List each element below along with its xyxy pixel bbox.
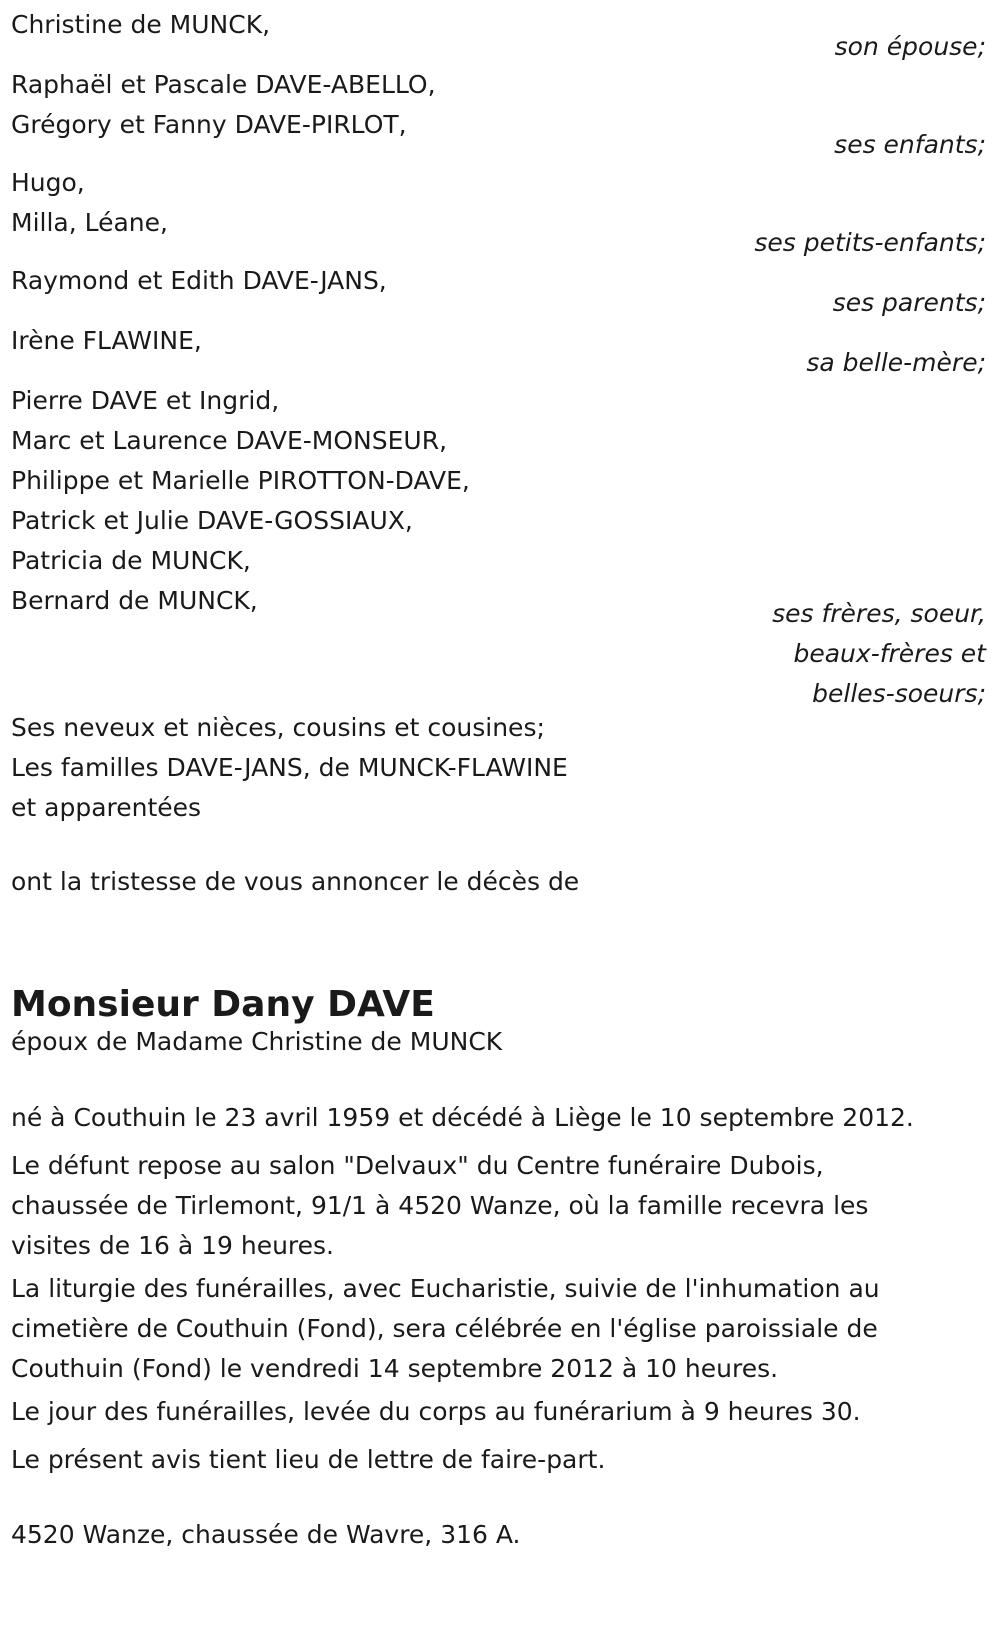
family-name-line: Marc et Laurence DAVE-MONSEUR, xyxy=(11,426,448,455)
extended-family-line: Ses neveux et nièces, cousins et cousines; xyxy=(11,713,545,742)
extended-family-line: et apparentées xyxy=(11,793,202,822)
birth-death-line: né à Couthuin le 23 avril 1959 et décédé à Liège le 10 septembre 2012. xyxy=(11,1103,914,1132)
family-name-line: Pierre DAVE et Ingrid, xyxy=(11,386,280,415)
family-name-line: Patricia de MUNCK, xyxy=(11,546,251,575)
family-name-line: Patrick et Julie DAVE-GOSSIAUX, xyxy=(11,506,413,535)
relation-label-mother-in-law: sa belle-mère; xyxy=(806,348,986,377)
family-name-line: Irène FLAWINE, xyxy=(11,326,202,355)
liturgy-paragraph: La liturgie des funérailles, avec Eucharistie, suivie de l'inhumation au cimetière de Couthuin (Fond), sera célébrée en l'église paroissiale de Couthuin (Fond) le vendredi 14 septembre 2012 à 10 heures. xyxy=(11,1274,880,1383)
relation-label-siblings: ses frères, soeur, beaux-frères et belles-soeurs; xyxy=(772,599,986,708)
spouse-line: époux de Madame Christine de MUNCK xyxy=(11,1027,503,1056)
extended-family xyxy=(11,708,991,828)
family-name-line: Hugo, xyxy=(11,168,85,197)
family-name-line: Raymond et Edith DAVE-JANS, xyxy=(11,266,387,295)
extended-family-line: Les familles DAVE-JANS, de MUNCK-FLAWINE xyxy=(11,753,568,782)
visitation-paragraph: Le défunt repose au salon "Delvaux" du Centre funéraire Dubois, chaussée de Tirlemont, 91/1 à 4520 Wanze, où la famille recevra les visites de 16 à 19 heures. xyxy=(11,1151,869,1260)
relation-label-spouse: son épouse; xyxy=(834,32,986,61)
family-name-line: Grégory et Fanny DAVE-PIRLOT, xyxy=(11,110,407,139)
announcement-text: ont la tristesse de vous annoncer le décès de xyxy=(11,867,580,896)
address-line: 4520 Wanze, chaussée de Wavre, 316 A. xyxy=(11,1520,521,1549)
family-name-line: Bernard de MUNCK, xyxy=(11,586,258,615)
relation-label-parents: ses parents; xyxy=(832,288,986,317)
deceased-name: Monsieur Dany DAVE xyxy=(11,984,435,1025)
family-name-line: Raphaël et Pascale DAVE-ABELLO, xyxy=(11,70,436,99)
notice-line: Le présent avis tient lieu de lettre de faire-part. xyxy=(11,1445,606,1474)
levee-line: Le jour des funérailles, levée du corps au funérarium à 9 heures 30. xyxy=(11,1397,861,1426)
relation-label-grandchildren: ses petits-enfants; xyxy=(754,228,986,257)
family-name-line: Christine de MUNCK, xyxy=(11,10,271,39)
relation-label-children: ses enfants; xyxy=(834,130,986,159)
family-group-siblings xyxy=(11,381,991,621)
family-name-line: Philippe et Marielle PIROTTON-DAVE, xyxy=(11,466,470,495)
family-name-line: Milla, Léane, xyxy=(11,208,168,237)
